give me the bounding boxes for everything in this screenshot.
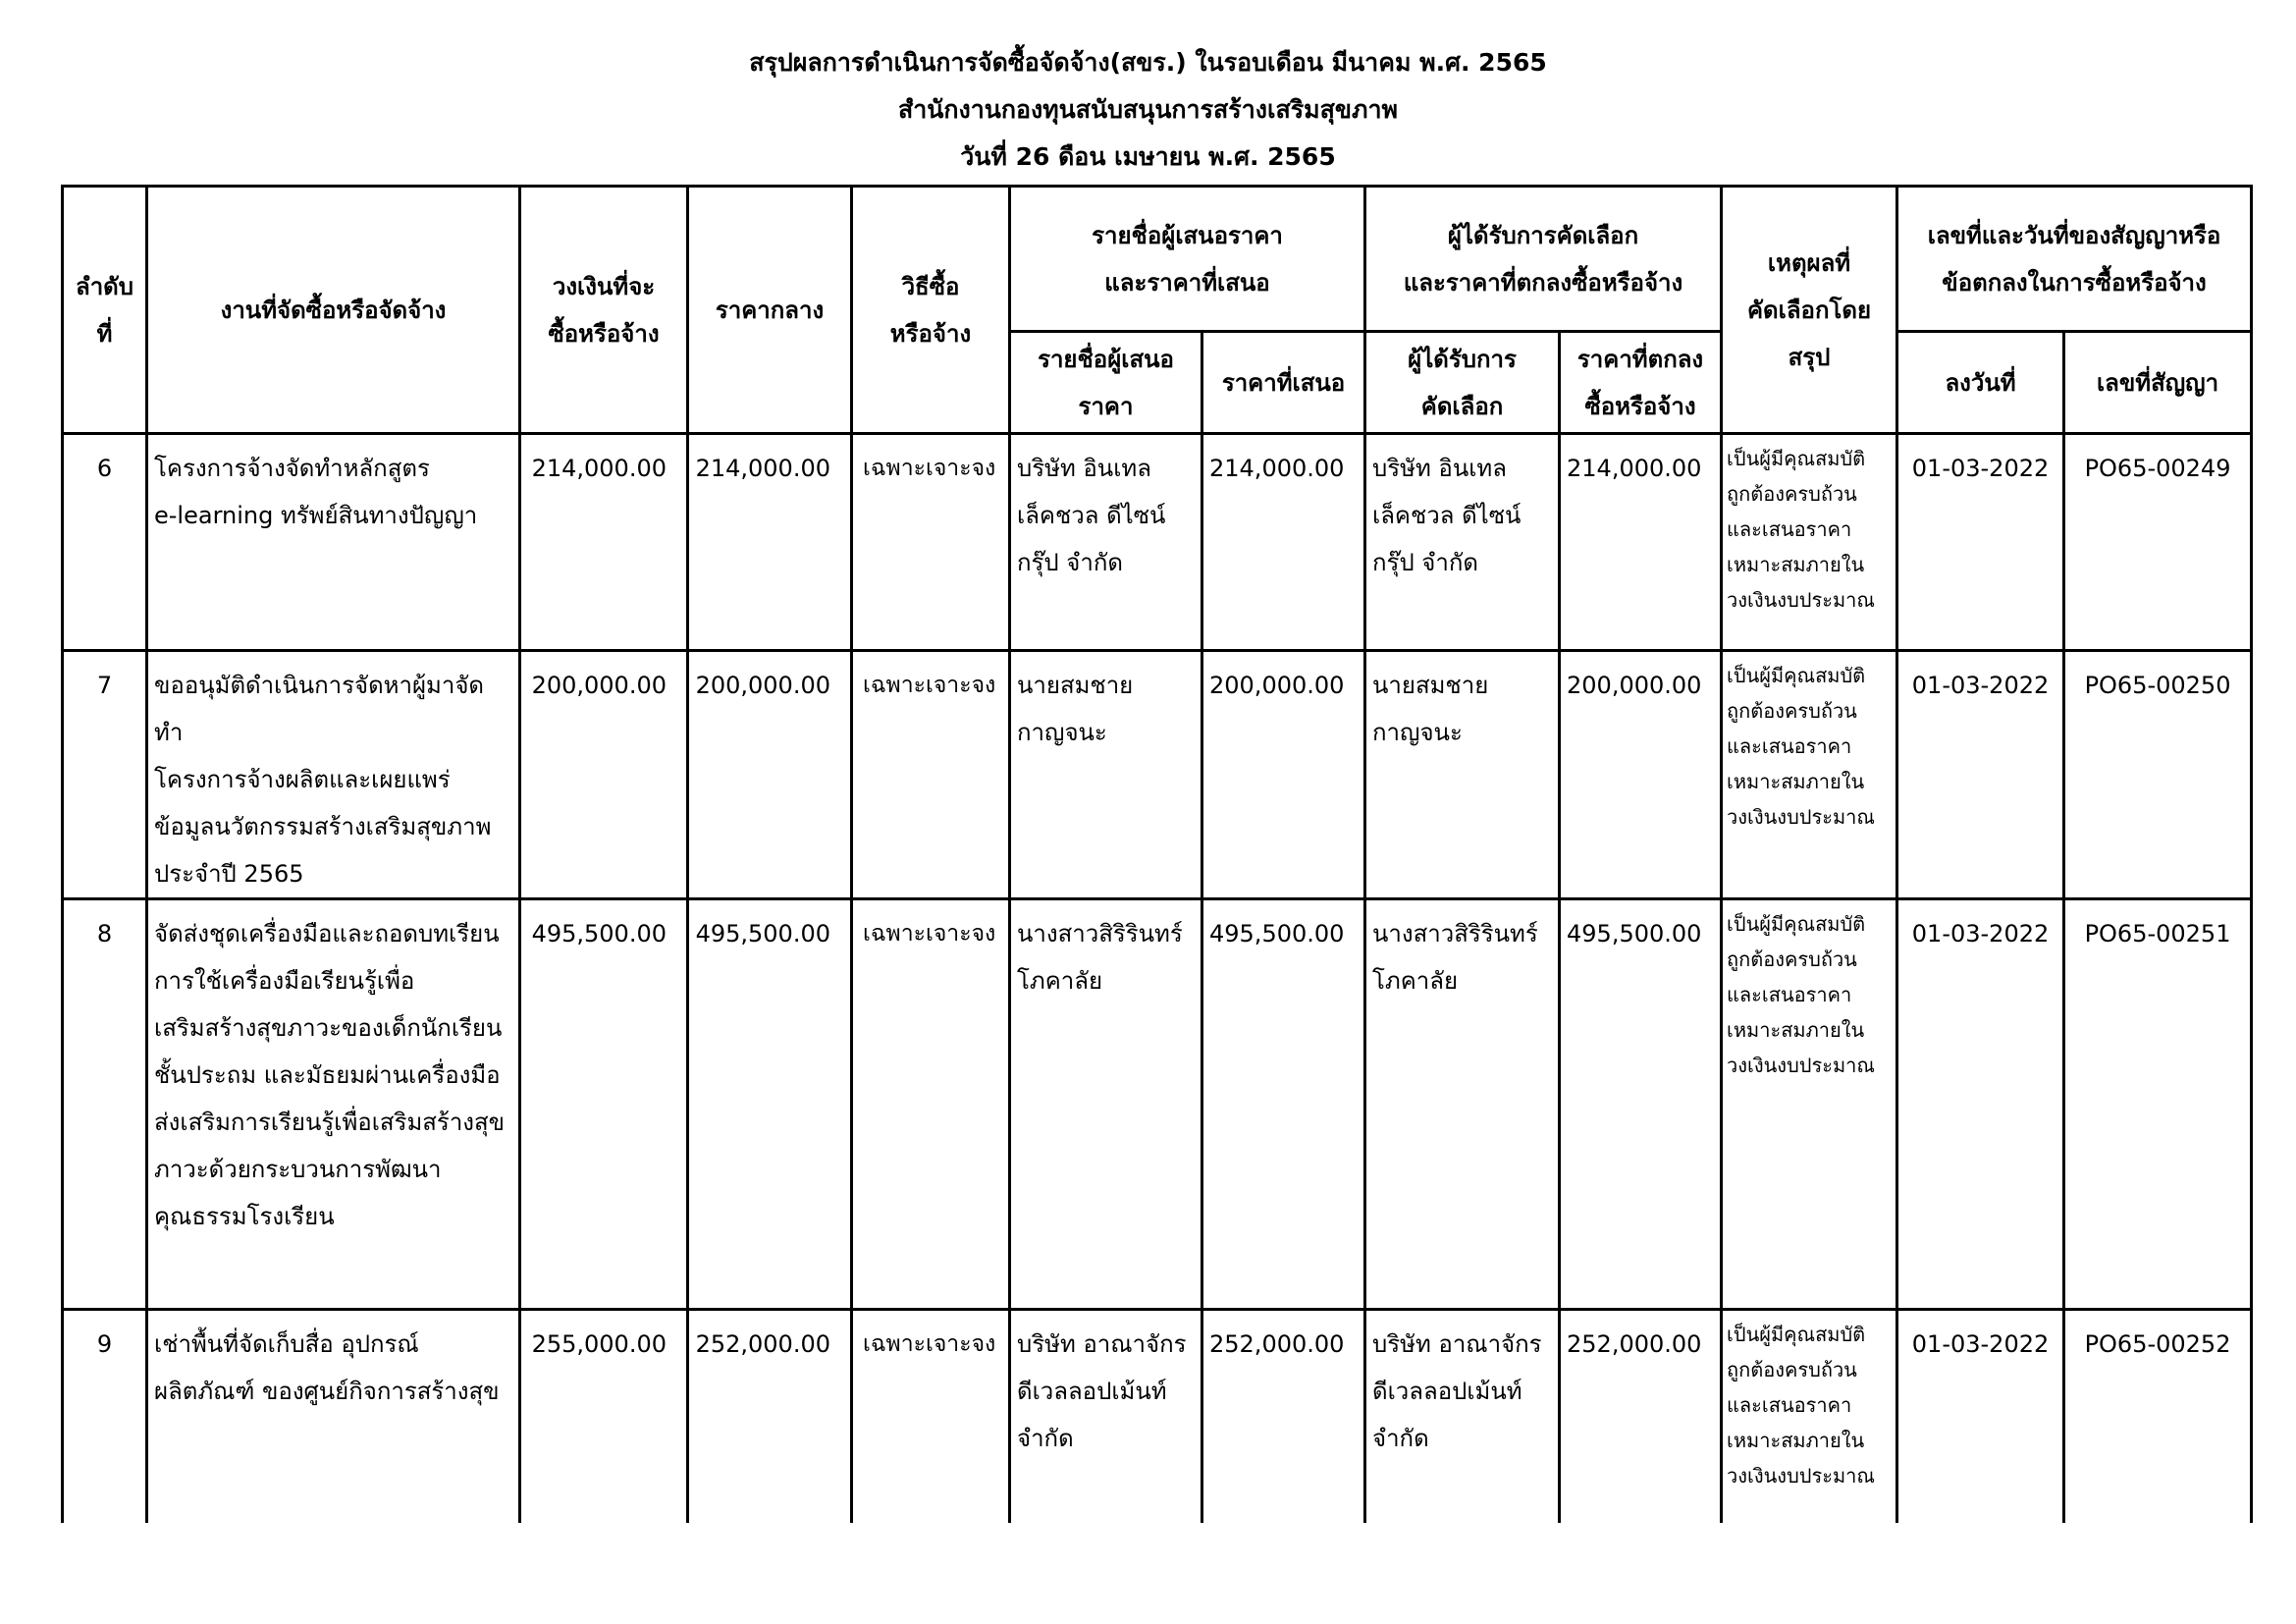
contract-date: 01-03-2022 [1897, 1310, 2064, 1523]
selection-reason: เป็นผู้มีคุณสมบัติ ถูกต้องครบถ้วน และเสนอราคา เหมาะสมภายใน วงเงินงบประมาณ [1722, 1310, 1897, 1523]
col-selected-group-header: ผู้ได้รับการคัดเลือก และราคาที่ตกลงซื้อหรือจ้าง [1365, 187, 1722, 332]
table-row [63, 434, 2252, 651]
bid-price: 252,000.00 [1202, 1310, 1365, 1523]
work-description: ขออนุมัติดำเนินการจัดหาผู้มาจัดทำ โครงการจ้างผลิตและเผยแพร่ ข้อมูลนวัตกรรมสร้างเสริมสุขภาพ ประจำปี 2565 [147, 651, 520, 899]
col-bid-price-header: ราคาที่เสนอ [1202, 332, 1365, 434]
selection-reason: เป็นผู้มีคุณสมบัติ ถูกต้องครบถ้วน และเสนอราคา เหมาะสมภายใน วงเงินงบประมาณ [1722, 651, 1897, 899]
selected-vendor: บริษัท อาณาจักร ดีเวลลอปเม้นท์ จำกัด [1365, 1310, 1560, 1523]
document-header [0, 39, 2296, 181]
bid-price: 495,500.00 [1202, 899, 1365, 1310]
col-agreed-price-header: ราคาที่ตกลง ซื้อหรือจ้าง [1560, 332, 1722, 434]
bidder-name: บริษัท อินเทล เล็คชวล ดีไซน์ กรุ๊ป จำกัด [1010, 434, 1202, 651]
median-price: 200,000.00 [688, 651, 852, 899]
col-bidders-group-header: รายชื่อผู้เสนอราคา และราคาที่เสนอ [1010, 187, 1365, 332]
agreed-price: 200,000.00 [1560, 651, 1722, 899]
contract-number: PO65-00251 [2064, 899, 2252, 1310]
contract-number: PO65-00250 [2064, 651, 2252, 899]
table-row [63, 651, 2252, 899]
bidder-name: บริษัท อาณาจักร ดีเวลลอปเม้นท์ จำกัด [1010, 1310, 1202, 1523]
work-description: จัดส่งชุดเครื่องมือและถอดบทเรียน การใช้เครื่องมือเรียนรู้เพื่อ เสริมสร้างสุขภาวะของเด็กนักเรียน ชั้นประถม และมัธยมผ่านเครื่องมือ ส่งเสริมการเรียนรู้เพื่อเสริมสร้างสุข ภาวะด้วยกระบวนการพัฒนา คุณธรรมโรงเรียน [147, 899, 520, 1310]
row-number: 7 [63, 651, 147, 899]
selected-vendor: บริษัท อินเทล เล็คชวล ดีไซน์ กรุ๊ป จำกัด [1365, 434, 1560, 651]
procurement-method: เฉพาะเจาะจง [852, 899, 1010, 1310]
col-contract-no-header: เลขที่สัญญา [2064, 332, 2252, 434]
col-date-header: ลงวันที่ [1897, 332, 2064, 434]
contract-date: 01-03-2022 [1897, 434, 2064, 651]
table-header [63, 187, 2252, 434]
procurement-method: เฉพาะเจาะจง [852, 1310, 1010, 1523]
col-method-header: วิธีซื้อ หรือจ้าง [852, 187, 1010, 434]
col-budget-header: วงเงินที่จะ ซื้อหรือจ้าง [520, 187, 688, 434]
agreed-price: 252,000.00 [1560, 1310, 1722, 1523]
selected-vendor: นายสมชาย กาญจนะ [1365, 651, 1560, 899]
bid-price: 214,000.00 [1202, 434, 1365, 651]
row-number: 8 [63, 899, 147, 1310]
col-median-header: ราคากลาง [688, 187, 852, 434]
contract-date: 01-03-2022 [1897, 899, 2064, 1310]
col-selected-name-header: ผู้ได้รับการ คัดเลือก [1365, 332, 1560, 434]
agreed-price: 495,500.00 [1560, 899, 1722, 1310]
row-number: 9 [63, 1310, 147, 1523]
bid-price: 200,000.00 [1202, 651, 1365, 899]
table-body [63, 434, 2252, 1523]
budget-amount: 200,000.00 [520, 651, 688, 899]
work-description: โครงการจ้างจัดทำหลักสูตร e-learning ทรัพย์สินทางปัญญา [147, 434, 520, 651]
contract-number: PO65-00252 [2064, 1310, 2252, 1523]
row-number: 6 [63, 434, 147, 651]
median-price: 495,500.00 [688, 899, 852, 1310]
col-work-header: งานที่จัดซื้อหรือจัดจ้าง [147, 187, 520, 434]
budget-amount: 495,500.00 [520, 899, 688, 1310]
budget-amount: 255,000.00 [520, 1310, 688, 1523]
procurement-table [61, 185, 2253, 1523]
selection-reason: เป็นผู้มีคุณสมบัติ ถูกต้องครบถ้วน และเสนอราคา เหมาะสมภายใน วงเงินงบประมาณ [1722, 899, 1897, 1310]
budget-amount: 214,000.00 [520, 434, 688, 651]
bidder-name: นายสมชาย กาญจนะ [1010, 651, 1202, 899]
col-bidder-name-header: รายชื่อผู้เสนอ ราคา [1010, 332, 1202, 434]
report-title: สรุปผลการดำเนินการจัดซื้อจัดจ้าง(สขร.) ในรอบเดือน มีนาคม พ.ศ. 2565 [749, 48, 1547, 77]
table-row [63, 899, 2252, 1310]
organization-name: สำนักงานกองทุนสนับสนุนการสร้างเสริมสุขภาพ [897, 95, 1399, 124]
table-row [63, 1310, 2252, 1523]
agreed-price: 214,000.00 [1560, 434, 1722, 651]
work-description: เช่าพื้นที่จัดเก็บสื่อ อุปกรณ์ ผลิตภัณฑ์ ของศูนย์กิจการสร้างสุข [147, 1310, 520, 1523]
procurement-method: เฉพาะเจาะจง [852, 651, 1010, 899]
col-no-header: ลำดับ ที่ [63, 187, 147, 434]
median-price: 214,000.00 [688, 434, 852, 651]
contract-number: PO65-00249 [2064, 434, 2252, 651]
procurement-method: เฉพาะเจาะจง [852, 434, 1010, 651]
col-reason-header: เหตุผลที่ คัดเลือกโดย สรุป [1722, 187, 1897, 434]
col-contract-group-header: เลขที่และวันที่ของสัญญาหรือ ข้อตกลงในการซื้อหรือจ้าง [1897, 187, 2252, 332]
selected-vendor: นางสาวสิริรินทร์ โภคาลัย [1365, 899, 1560, 1310]
median-price: 252,000.00 [688, 1310, 852, 1523]
selection-reason: เป็นผู้มีคุณสมบัติ ถูกต้องครบถ้วน และเสนอราคา เหมาะสมภายใน วงเงินงบประมาณ [1722, 434, 1897, 651]
contract-date: 01-03-2022 [1897, 651, 2064, 899]
report-date: วันที่ 26 ดือน เมษายน พ.ศ. 2565 [960, 142, 1336, 171]
bidder-name: นางสาวสิริรินทร์ โภคาลัย [1010, 899, 1202, 1310]
